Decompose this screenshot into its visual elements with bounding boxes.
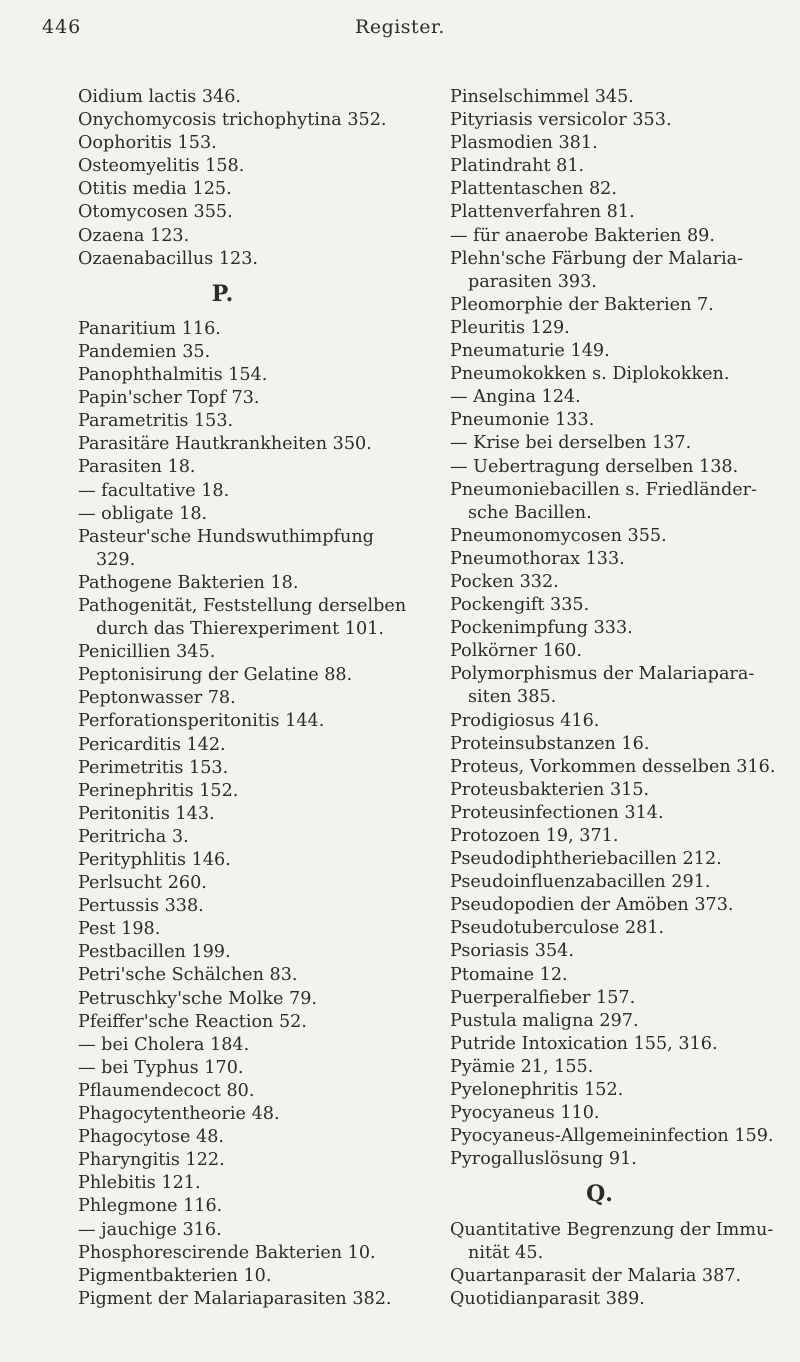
index-entry: Plattentaschen 82. xyxy=(450,179,617,200)
index-entry: Quartanparasit der Malaria 387. xyxy=(450,1265,742,1286)
index-entry: Oidium lactis 346. xyxy=(78,87,242,107)
index-entry: Pyocyaneus-Allgemeininfection 159. xyxy=(450,1126,774,1147)
index-entry: — Angina 124. xyxy=(450,387,581,408)
index-entry: Proteusinfectionen 314. xyxy=(450,802,664,823)
index-entry: Pleomorphie der Bakterien 7. xyxy=(450,294,714,315)
index-entry: Peptonisirung der Gelatine 88. xyxy=(78,665,353,686)
index-entry: Pestbacillen 199. xyxy=(78,942,231,963)
index-entry: Pathogene Bakterien 18. xyxy=(78,572,299,593)
index-entry-continuation: siten 385. xyxy=(468,687,557,708)
index-entry: Proteus, Vorkommen desselben 316. xyxy=(450,756,776,777)
index-entry: Pigmentbakterien 10. xyxy=(78,1265,272,1286)
index-entry: Pinselschimmel 345. xyxy=(450,87,634,107)
index-entry: Oophoritis 153. xyxy=(78,133,217,154)
index-entry: Platindraht 81. xyxy=(450,156,585,177)
index-entry: Ozaenabacillus 123. xyxy=(78,248,259,269)
index-entry: Panophthalmitis 154. xyxy=(78,365,268,386)
index-entry: Peritricha 3. xyxy=(78,826,189,847)
index-entry: Peptonwasser 78. xyxy=(78,688,236,709)
index-entry: Pleuritis 129. xyxy=(450,317,570,338)
index-entry: Papin'scher Topf 73. xyxy=(78,388,260,409)
index-entry: Plattenverfahren 81. xyxy=(450,202,635,223)
index-column-left xyxy=(78,86,438,1311)
index-entry: Parasiten 18. xyxy=(78,457,196,478)
index-entry: Perlsucht 260. xyxy=(78,873,207,894)
index-entry: Pyrogalluslösung 91. xyxy=(450,1149,637,1170)
index-entry: Protozoen 19, 371. xyxy=(450,826,619,846)
index-column-right xyxy=(450,86,790,1311)
index-entry: Pockenimpfung 333. xyxy=(450,618,633,639)
index-entry: Phagocytentheorie 48. xyxy=(78,1104,280,1125)
index-entry: Pneumokokken s. Diplokokken. xyxy=(450,364,730,385)
index-entry: Pasteur'sche Hundswuthimpfung xyxy=(78,526,374,547)
index-entry-continuation: parasiten 393. xyxy=(468,271,597,292)
index-entry: Phlebitis 121. xyxy=(78,1173,201,1194)
index-entry: Pneumothorax 133. xyxy=(450,548,625,569)
index-entry: Pflaumendecoct 80. xyxy=(78,1080,255,1101)
index-entry: Parametritis 153. xyxy=(78,411,234,432)
index-entry: Ptomaine 12. xyxy=(450,964,568,985)
index-entry: — für anaerobe Bakterien 89. xyxy=(450,225,715,246)
index-entry: Phosphorescirende Bakterien 10. xyxy=(78,1242,376,1263)
index-entry: Pfeiffer'sche Reaction 52. xyxy=(78,1011,307,1032)
index-entry: Peritonitis 143. xyxy=(78,803,215,824)
index-entry: Pneumaturie 149. xyxy=(450,341,610,362)
index-entry: Pockengift 335. xyxy=(450,595,590,616)
index-entry: Otomycosen 355. xyxy=(78,202,233,223)
index-entry: — jauchige 316. xyxy=(78,1219,222,1240)
index-entry: Pericarditis 142. xyxy=(78,734,226,755)
index-entry: — facultative 18. xyxy=(78,480,230,501)
index-entry: — obligate 18. xyxy=(78,503,208,524)
index-entry: Quotidianparasit 389. xyxy=(450,1288,645,1309)
index-entry: Petri'sche Schälchen 83. xyxy=(78,965,298,986)
index-entry: Panaritium 116. xyxy=(78,318,221,339)
section-letter: P. xyxy=(211,280,235,307)
index-entry: Perityphlitis 146. xyxy=(78,850,231,870)
index-entry: Psoriasis 354. xyxy=(450,941,574,962)
index-entry: Pest 198. xyxy=(78,919,161,940)
index-entry: Otitis media 125. xyxy=(78,179,232,200)
index-entry: — Uebertragung derselben 138. xyxy=(450,456,739,477)
index-entry-continuation: nität 45. xyxy=(468,1242,544,1263)
index-entry: Ozaena 123. xyxy=(78,225,190,246)
index-entry: Pseudopodien der Amöben 373. xyxy=(450,895,734,916)
index-entry: Pityriasis versicolor 353. xyxy=(450,110,672,131)
index-entry: Putride Intoxication 155, 316. xyxy=(450,1033,718,1054)
index-entry: Perimetritis 153. xyxy=(78,757,229,778)
index-entry: Pneumoniebacillen s. Friedländer- xyxy=(450,479,757,500)
index-entry: Proteinsubstanzen 16. xyxy=(450,733,650,754)
index-entry: Parasitäre Hautkrankheiten 350. xyxy=(78,434,372,455)
index-entry: Pseudodiphtheriebacillen 212. xyxy=(450,849,722,870)
index-entry: Quantitative Begrenzung der Immu- xyxy=(450,1219,774,1240)
index-entry: Phagocytose 48. xyxy=(78,1127,224,1148)
index-entry: Pathogenität, Feststellung derselben xyxy=(78,595,407,616)
index-entry: Pigment der Malariaparasiten 382. xyxy=(78,1288,392,1309)
index-entry: Phlegmone 116. xyxy=(78,1196,223,1217)
index-entry: Pharyngitis 122. xyxy=(78,1150,225,1171)
index-entry: Pocken 332. xyxy=(450,571,559,592)
section-letter: Q. xyxy=(586,1181,614,1208)
index-entry: Perforationsperitonitis 144. xyxy=(78,711,325,732)
index-entry: Pustula maligna 297. xyxy=(450,1010,639,1031)
index-entry: Pseudotuberculose 281. xyxy=(450,918,665,939)
index-entry: — bei Typhus 170. xyxy=(78,1057,244,1078)
index-entry-continuation: durch das Thierexperiment 101. xyxy=(96,619,384,640)
index-entry: Proteusbakterien 315. xyxy=(450,779,650,800)
index-entry: Puerperalfieber 157. xyxy=(450,987,636,1008)
index-entry: Penicillien 345. xyxy=(78,642,216,663)
index-entry: Polkörner 160. xyxy=(450,641,582,662)
index-entry: Pertussis 338. xyxy=(78,896,204,917)
index-entry: Osteomyelitis 158. xyxy=(78,156,245,177)
index-entry: Plasmodien 381. xyxy=(450,133,598,154)
index-entry: Polymorphismus der Malariapara- xyxy=(450,664,755,685)
index-entry: Pyämie 21, 155. xyxy=(450,1056,594,1077)
index-entry: Prodigiosus 416. xyxy=(450,710,600,731)
index-entry: — Krise bei derselben 137. xyxy=(450,433,692,454)
index-entry-continuation: 329. xyxy=(96,549,136,570)
page-number: 446 xyxy=(42,16,82,38)
index-entry: Pneumonomycosen 355. xyxy=(450,525,667,546)
index-entry: Pandemien 35. xyxy=(78,341,211,362)
index-entry: Pyocyaneus 110. xyxy=(450,1103,600,1124)
index-entry: Onychomycosis trichophytina 352. xyxy=(78,110,387,131)
index-entry: Pneumonie 133. xyxy=(450,410,595,431)
running-head: Register. xyxy=(355,16,445,38)
index-entry-continuation: sche Bacillen. xyxy=(468,502,592,523)
index-entry: — bei Cholera 184. xyxy=(78,1034,250,1055)
index-entry: Pyelonephritis 152. xyxy=(450,1080,624,1101)
index-entry: Petruschky'sche Molke 79. xyxy=(78,988,318,1009)
index-entry: Perinephritis 152. xyxy=(78,780,239,801)
index-entry: Plehn'sche Färbung der Malaria- xyxy=(450,248,744,269)
index-entry: Pseudoinfluenzabacillen 291. xyxy=(450,872,711,893)
